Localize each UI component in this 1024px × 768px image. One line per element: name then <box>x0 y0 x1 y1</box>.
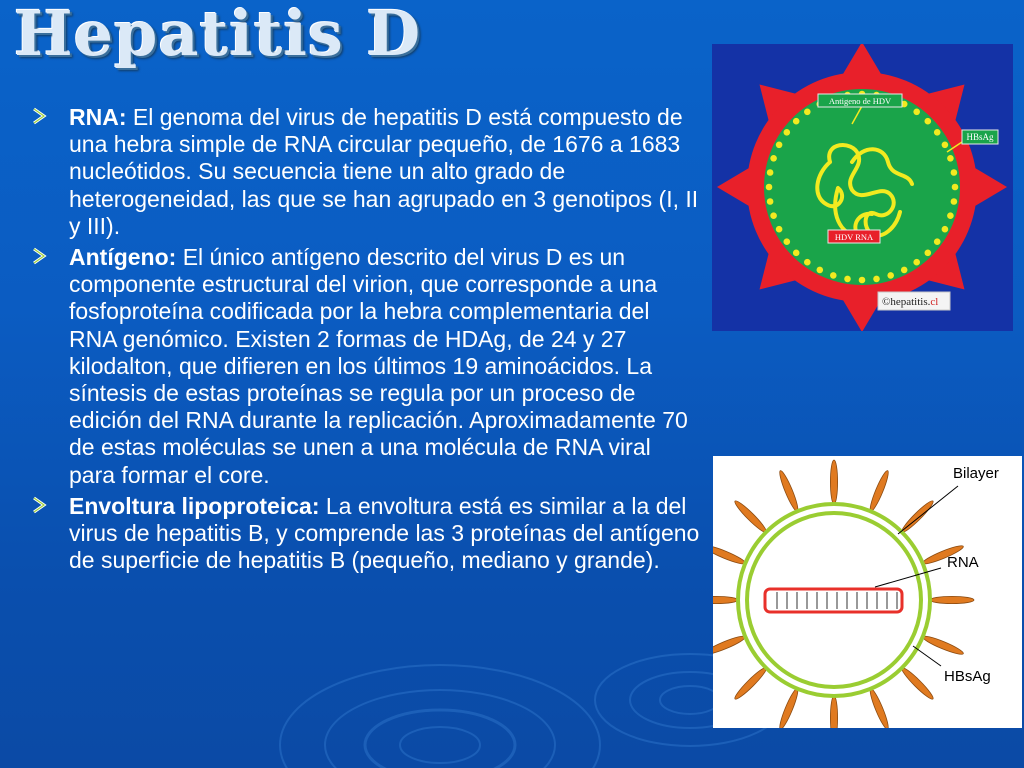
hdv-antigen-dot <box>947 212 954 219</box>
hdv-antigen-dot <box>925 250 932 257</box>
hdv-antigen-dot <box>767 169 774 176</box>
hdv-core <box>764 89 960 285</box>
hdv-virion-diagram <box>712 44 1013 331</box>
bullet-rna <box>30 104 702 240</box>
bullet-envelope <box>30 493 702 575</box>
hdv-antigen-dot <box>952 184 959 191</box>
bullet-text: La envoltura está es similar a la del virus de hepatitis B, y comprende las 3 proteínas del antígeno de superficie de hepatitis B (pequeño, mediano y grande). <box>69 492 700 574</box>
rna-core <box>765 589 902 612</box>
hbsag-spike <box>930 596 974 603</box>
hdv-antigen-dot <box>784 129 791 136</box>
hdv-antigen-dot <box>913 109 920 116</box>
bullet-text: El genoma del virus de hepatitis D está compuesto de una hebra simple de RNA circular pequeño, de 1676 a 1683 nucleótidos. Su secuencia tiene un alto grado de heterogeneidad, las que se han agrupado en 3 genotipos (I, II y III). <box>69 104 699 239</box>
hdv-antigen-dot <box>776 226 783 233</box>
hdv-antigen-dot <box>942 226 949 233</box>
hdv-antigen-dot <box>793 118 800 125</box>
hdv-antigen-dot <box>830 272 837 279</box>
arrowhead-bullet-icon <box>31 494 49 516</box>
svg-text:HBsAg: HBsAg <box>966 132 994 142</box>
hdv-antigen-dot <box>770 155 777 162</box>
hdv-antigen-dot <box>859 277 866 284</box>
hdv-label-rna <box>828 230 880 243</box>
hdv-antigen-dot <box>925 118 932 125</box>
hdv-antigen-dot <box>934 238 941 245</box>
bullet-term: Antígeno: <box>69 244 177 271</box>
hdv-antigen-dot <box>770 212 777 219</box>
arrowhead-bullet-icon <box>31 105 49 127</box>
hdv-antigen-dot <box>784 238 791 245</box>
virion-bilayer-diagram <box>713 456 1022 728</box>
hdv-antigen-dot <box>942 142 949 149</box>
svg-text:©hepatitis.cl: ©hepatitis.cl <box>882 296 939 308</box>
hdv-antigen-dot <box>804 259 811 266</box>
hdv-antigen-dot <box>934 129 941 136</box>
hdv-antigen-dot <box>767 198 774 205</box>
hdv-antigen-dot <box>804 109 811 116</box>
label-hbsag: HBsAg <box>944 668 991 685</box>
bullet-term: Envoltura lipoproteica: <box>69 492 320 519</box>
hdv-antigen-dot <box>951 169 958 176</box>
label-rna: RNA <box>947 554 979 571</box>
hdv-antigen-dot <box>947 155 954 162</box>
hdv-label-antigen <box>818 94 902 107</box>
svg-text:Antigeno de HDV: Antigeno de HDV <box>828 96 892 106</box>
bullet-antigen <box>30 244 702 489</box>
bullet-term: RNA: <box>69 104 127 130</box>
hdv-credit <box>878 292 950 310</box>
hdv-antigen-dot <box>913 259 920 266</box>
label-bilayer: Bilayer <box>953 465 999 482</box>
hdv-antigen-dot <box>844 276 851 283</box>
hdv-antigen-dot <box>817 267 824 274</box>
hdv-antigen-dot <box>793 250 800 257</box>
hdv-antigen-dot <box>766 184 773 191</box>
hdv-antigen-dot <box>776 142 783 149</box>
bullet-text: El único antígeno descrito del virus D es un componente estructural del virion, que corresponde a una fosfoproteína codificada por la hebra complementaria del RNA genómico. Existen 2 formas de HDAg, de 24 y 27 kilodalton, que difieren en los últimos 19 aminoácidos. La síntesis de estas proteínas se regula por un proceso de edición del RNA durante la replicación. Aproximadamente 70 de estas moléculas se unen a una molécula de RNA viral para formar el core. <box>69 244 688 488</box>
bullet-list <box>30 104 702 578</box>
hbsag-spike <box>830 696 837 728</box>
hdv-antigen-dot <box>873 276 880 283</box>
hdv-label-hbsag <box>962 130 998 144</box>
svg-text:HDV RNA: HDV RNA <box>834 232 874 242</box>
arrowhead-bullet-icon <box>31 245 49 267</box>
hdv-antigen-dot <box>951 198 958 205</box>
hdv-antigen-dot <box>901 267 908 274</box>
slide-title: Hepatitis D <box>14 0 422 70</box>
hbsag-spike <box>830 460 837 504</box>
hdv-antigen-dot <box>887 272 894 279</box>
